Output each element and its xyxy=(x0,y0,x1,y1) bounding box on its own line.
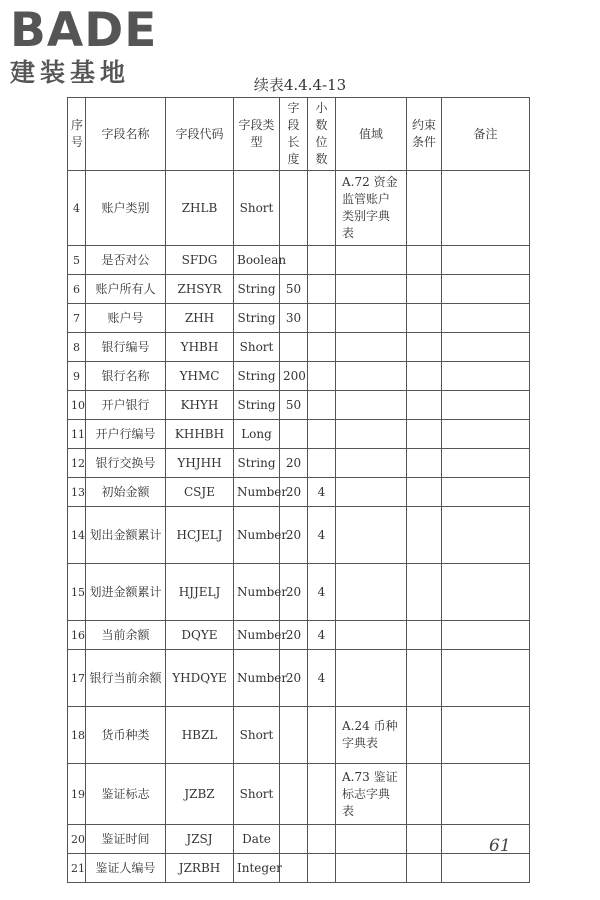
cell-decimals xyxy=(308,246,336,275)
cell-constraint xyxy=(407,171,442,246)
cell-domain xyxy=(336,854,407,883)
cell-field-name: 鉴证人编号 xyxy=(86,854,166,883)
cell-remark xyxy=(442,478,530,507)
cell-field-code: YHMC xyxy=(166,362,234,391)
cell-field-type: Long xyxy=(234,420,280,449)
cell-domain xyxy=(336,333,407,362)
cell-domain xyxy=(336,246,407,275)
cell-field-code: JZSJ xyxy=(166,825,234,854)
cell-field-code: CSJE xyxy=(166,478,234,507)
cell-field-name: 账户类别 xyxy=(86,171,166,246)
cell-index: 11 xyxy=(68,420,86,449)
cell-field-code: DQYE xyxy=(166,621,234,650)
cell-domain: A.24 币种字典表 xyxy=(336,707,407,764)
cell-field-type: Number xyxy=(234,478,280,507)
header-cell: 字段名称 xyxy=(86,98,166,171)
cell-field-code: HBZL xyxy=(166,707,234,764)
cell-length: 20 xyxy=(280,507,308,564)
cell-decimals xyxy=(308,333,336,362)
cell-field-type: Short xyxy=(234,707,280,764)
cell-field-type: Date xyxy=(234,825,280,854)
cell-constraint xyxy=(407,246,442,275)
cell-field-name: 初始金额 xyxy=(86,478,166,507)
cell-constraint xyxy=(407,764,442,825)
cell-remark xyxy=(442,275,530,304)
header-cell: 字段类型 xyxy=(234,98,280,171)
cell-field-code: SFDG xyxy=(166,246,234,275)
cell-constraint xyxy=(407,304,442,333)
cell-domain xyxy=(336,304,407,333)
header-cell: 小数位数 xyxy=(308,98,336,171)
table-row xyxy=(68,650,530,707)
cell-field-name: 开户行编号 xyxy=(86,420,166,449)
cell-index: 15 xyxy=(68,564,86,621)
cell-decimals: 4 xyxy=(308,478,336,507)
cell-constraint xyxy=(407,507,442,564)
table-row xyxy=(68,333,530,362)
cell-domain xyxy=(336,449,407,478)
table-row xyxy=(68,621,530,650)
cell-remark xyxy=(442,304,530,333)
cell-remark xyxy=(442,391,530,420)
cell-constraint xyxy=(407,449,442,478)
cell-constraint xyxy=(407,825,442,854)
table-row xyxy=(68,171,530,246)
cell-remark xyxy=(442,650,530,707)
cell-domain xyxy=(336,650,407,707)
cell-field-type: Number xyxy=(234,621,280,650)
cell-field-name: 银行交换号 xyxy=(86,449,166,478)
cell-index: 19 xyxy=(68,764,86,825)
cell-field-name: 银行编号 xyxy=(86,333,166,362)
cell-index: 5 xyxy=(68,246,86,275)
field-spec-table xyxy=(67,97,530,883)
table-row xyxy=(68,564,530,621)
cell-domain: A.72 资金监管账户类别字典表 xyxy=(336,171,407,246)
cell-constraint xyxy=(407,564,442,621)
cell-domain: A.73 鉴证标志字典表 xyxy=(336,764,407,825)
cell-field-code: ZHSYR xyxy=(166,275,234,304)
cell-field-name: 开户银行 xyxy=(86,391,166,420)
cell-constraint xyxy=(407,707,442,764)
cell-length: 50 xyxy=(280,275,308,304)
table-row xyxy=(68,764,530,825)
cell-field-type: Number xyxy=(234,650,280,707)
header-cell: 字段长度 xyxy=(280,98,308,171)
cell-field-name: 鉴证标志 xyxy=(86,764,166,825)
cell-length xyxy=(280,854,308,883)
cell-field-name: 账户所有人 xyxy=(86,275,166,304)
cell-length xyxy=(280,171,308,246)
header-cell: 约束条件 xyxy=(407,98,442,171)
cell-length xyxy=(280,764,308,825)
cell-length xyxy=(280,420,308,449)
cell-constraint xyxy=(407,621,442,650)
cell-index: 13 xyxy=(68,478,86,507)
cell-field-type: String xyxy=(234,304,280,333)
cell-constraint xyxy=(407,391,442,420)
cell-field-type: Short xyxy=(234,171,280,246)
cell-index: 7 xyxy=(68,304,86,333)
cell-domain xyxy=(336,507,407,564)
cell-index: 21 xyxy=(68,854,86,883)
table-row xyxy=(68,854,530,883)
cell-length: 30 xyxy=(280,304,308,333)
cell-remark xyxy=(442,449,530,478)
cell-remark xyxy=(442,825,530,854)
cell-field-type: Short xyxy=(234,333,280,362)
cell-field-name: 银行当前余额 xyxy=(86,650,166,707)
cell-field-name: 银行名称 xyxy=(86,362,166,391)
cell-index: 6 xyxy=(68,275,86,304)
cell-remark xyxy=(442,246,530,275)
cell-remark xyxy=(442,171,530,246)
page-number: 61 xyxy=(489,836,511,856)
table-row xyxy=(68,420,530,449)
cell-decimals xyxy=(308,275,336,304)
table-row xyxy=(68,275,530,304)
cell-length: 20 xyxy=(280,621,308,650)
cell-decimals xyxy=(308,854,336,883)
cell-decimals xyxy=(308,362,336,391)
cell-field-name: 当前余额 xyxy=(86,621,166,650)
cell-domain xyxy=(336,275,407,304)
cell-domain xyxy=(336,362,407,391)
cell-decimals: 4 xyxy=(308,564,336,621)
cell-remark xyxy=(442,764,530,825)
table-row xyxy=(68,391,530,420)
cell-domain xyxy=(336,478,407,507)
table-row xyxy=(68,304,530,333)
cell-field-type: Boolean xyxy=(234,246,280,275)
cell-decimals xyxy=(308,171,336,246)
cell-field-name: 货币种类 xyxy=(86,707,166,764)
cell-length xyxy=(280,333,308,362)
cell-decimals: 4 xyxy=(308,650,336,707)
cell-index: 8 xyxy=(68,333,86,362)
cell-length: 20 xyxy=(280,449,308,478)
cell-field-type: Number xyxy=(234,507,280,564)
cell-decimals: 4 xyxy=(308,621,336,650)
cell-decimals xyxy=(308,825,336,854)
cell-remark xyxy=(442,707,530,764)
cell-decimals xyxy=(308,420,336,449)
cell-remark xyxy=(442,507,530,564)
cell-field-code: HJJELJ xyxy=(166,564,234,621)
cell-field-name: 划出金额累计 xyxy=(86,507,166,564)
cell-index: 16 xyxy=(68,621,86,650)
cell-decimals xyxy=(308,391,336,420)
header-cell: 序号 xyxy=(68,98,86,171)
cell-constraint xyxy=(407,854,442,883)
table-row xyxy=(68,478,530,507)
table-row xyxy=(68,825,530,854)
cell-field-name: 账户号 xyxy=(86,304,166,333)
cell-constraint xyxy=(407,420,442,449)
cell-field-code: ZHH xyxy=(166,304,234,333)
cell-field-type: String xyxy=(234,362,280,391)
cell-field-code: HCJELJ xyxy=(166,507,234,564)
cell-field-code: KHHBH xyxy=(166,420,234,449)
cell-constraint xyxy=(407,333,442,362)
cell-remark xyxy=(442,362,530,391)
cell-field-name: 是否对公 xyxy=(86,246,166,275)
cell-field-name: 划进金额累计 xyxy=(86,564,166,621)
cell-domain xyxy=(336,825,407,854)
cell-remark xyxy=(442,564,530,621)
header-cell: 备注 xyxy=(442,98,530,171)
cell-index: 4 xyxy=(68,171,86,246)
cell-field-code: JZBZ xyxy=(166,764,234,825)
cell-constraint xyxy=(407,478,442,507)
cell-length: 20 xyxy=(280,650,308,707)
cell-constraint xyxy=(407,362,442,391)
cell-field-type: Short xyxy=(234,764,280,825)
cell-remark xyxy=(442,333,530,362)
cell-field-type: Number xyxy=(234,564,280,621)
cell-index: 14 xyxy=(68,507,86,564)
table-row xyxy=(68,707,530,764)
cell-index: 20 xyxy=(68,825,86,854)
header-cell: 值域 xyxy=(336,98,407,171)
table-row xyxy=(68,449,530,478)
table-row xyxy=(68,246,530,275)
cell-domain xyxy=(336,420,407,449)
table-row xyxy=(68,507,530,564)
cell-index: 10 xyxy=(68,391,86,420)
cell-domain xyxy=(336,391,407,420)
cell-index: 12 xyxy=(68,449,86,478)
cell-length: 20 xyxy=(280,564,308,621)
cell-index: 18 xyxy=(68,707,86,764)
cell-field-code: KHYH xyxy=(166,391,234,420)
cell-field-code: JZRBH xyxy=(166,854,234,883)
cell-constraint xyxy=(407,650,442,707)
cell-domain xyxy=(336,621,407,650)
logo-subtitle: 建装基地 xyxy=(10,58,131,87)
cell-decimals xyxy=(308,449,336,478)
cell-decimals: 4 xyxy=(308,507,336,564)
cell-field-code: YHBH xyxy=(166,333,234,362)
cell-constraint xyxy=(407,275,442,304)
cell-domain xyxy=(336,564,407,621)
cell-field-code: YHDQYE xyxy=(166,650,234,707)
cell-length xyxy=(280,825,308,854)
cell-field-type: Integer xyxy=(234,854,280,883)
cell-decimals xyxy=(308,707,336,764)
cell-remark xyxy=(442,420,530,449)
table-header-row xyxy=(68,98,530,171)
cell-length: 200 xyxy=(280,362,308,391)
cell-field-code: YHJHH xyxy=(166,449,234,478)
cell-field-type: String xyxy=(234,391,280,420)
cell-index: 9 xyxy=(68,362,86,391)
cell-decimals xyxy=(308,304,336,333)
cell-field-type: String xyxy=(234,275,280,304)
cell-length: 50 xyxy=(280,391,308,420)
cell-decimals xyxy=(308,764,336,825)
cell-length: 20 xyxy=(280,478,308,507)
cell-length xyxy=(280,707,308,764)
header-cell: 字段代码 xyxy=(166,98,234,171)
cell-index: 17 xyxy=(68,650,86,707)
cell-field-code: ZHLB xyxy=(166,171,234,246)
cell-field-type: String xyxy=(234,449,280,478)
logo-wordmark: BADE xyxy=(10,3,158,58)
table-caption: 续表4.4.4-13 xyxy=(253,76,347,94)
cell-field-name: 鉴证时间 xyxy=(86,825,166,854)
table-row xyxy=(68,362,530,391)
cell-remark xyxy=(442,621,530,650)
cell-remark xyxy=(442,854,530,883)
